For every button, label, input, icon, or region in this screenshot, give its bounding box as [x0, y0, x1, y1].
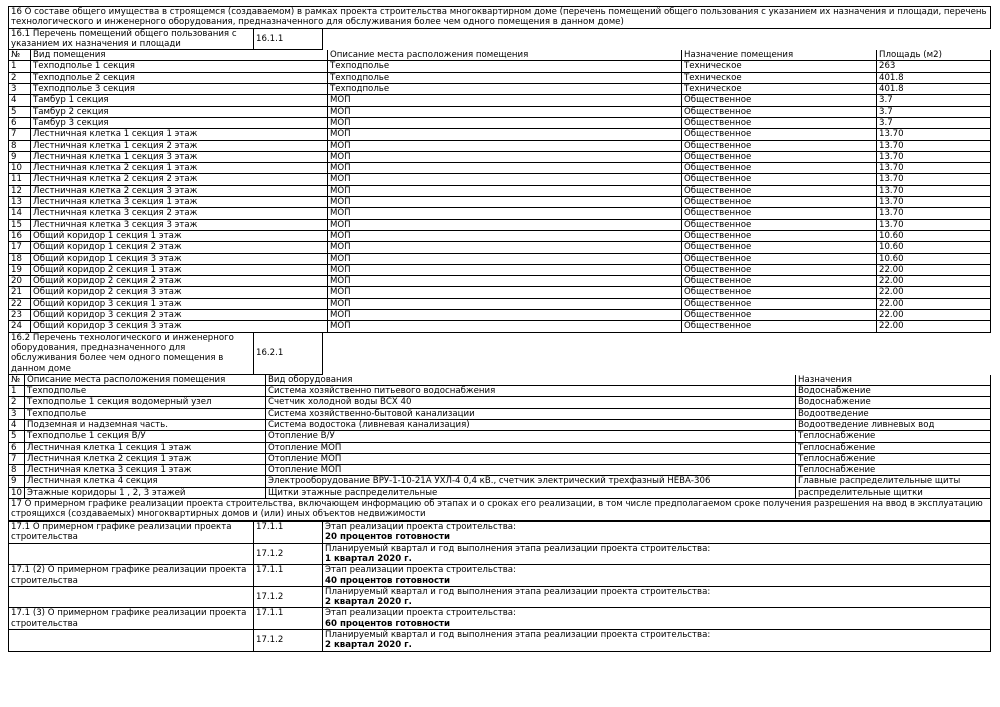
- premises-cell-area: 13.70: [877, 219, 991, 230]
- equipment-table-header: [9, 375, 991, 386]
- premises-cell-purpose: Общественное: [682, 208, 877, 219]
- premises-cell-area: 10.60: [877, 242, 991, 253]
- premises-header-num: №: [9, 50, 31, 61]
- equipment-cell-location: Лестничная клетка 3 секция 1 этаж: [25, 465, 266, 476]
- premises-cell-location: МОП: [328, 219, 682, 230]
- premises-row: [9, 140, 991, 151]
- equipment-row: [9, 408, 991, 419]
- schedule-stage-row: [9, 522, 991, 544]
- premises-cell-num: 21: [9, 287, 31, 298]
- premises-cell-type: Общий коридор 2 секция 3 этаж: [31, 287, 328, 298]
- section-16-2-label: 16.2 Перечень технологического и инженерного оборудования, предназначенного для обслуживания более чем одного помещения в данном доме: [9, 333, 254, 375]
- schedule-period-code: 17.1.2: [254, 543, 323, 565]
- schedule-table: [8, 521, 991, 652]
- premises-cell-purpose: Общественное: [682, 129, 877, 140]
- equipment-cell-num: 2: [9, 397, 25, 408]
- premises-cell-location: МОП: [328, 185, 682, 196]
- equipment-cell-location: Лестничная клетка 4 секция: [25, 476, 266, 487]
- premises-cell-type: Общий коридор 2 секция 1 этаж: [31, 264, 328, 275]
- premises-cell-num: 1: [9, 61, 31, 72]
- premises-cell-location: МОП: [328, 197, 682, 208]
- premises-cell-area: 13.70: [877, 197, 991, 208]
- premises-cell-num: 9: [9, 151, 31, 162]
- premises-header-purpose: Назначение помещения: [682, 50, 877, 61]
- equipment-cell-purpose: Водоотведение: [796, 408, 991, 419]
- premises-row: [9, 242, 991, 253]
- equipment-cell-location: Этажные коридоры 1 , 2, 3 этажей: [25, 487, 266, 498]
- schedule-period-empty: [9, 543, 254, 565]
- premises-cell-location: Техподполье: [328, 84, 682, 95]
- period-value: 2 квартал 2020 г.: [325, 597, 412, 608]
- equipment-cell-type: Система хозяйственно-бытовой канализации: [266, 408, 796, 419]
- premises-cell-location: МОП: [328, 208, 682, 219]
- schedule-period-empty: [9, 586, 254, 608]
- premises-cell-purpose: Общественное: [682, 310, 877, 321]
- premises-row: [9, 151, 991, 162]
- premises-cell-area: 22.00: [877, 264, 991, 275]
- equipment-cell-location: Техподполье: [25, 386, 266, 397]
- premises-cell-purpose: Общественное: [682, 253, 877, 264]
- section-16-1-label-table: [8, 29, 991, 51]
- section-16-2-code: 16.2.1: [254, 333, 323, 375]
- premises-cell-type: Лестничная клетка 3 секция 1 этаж: [31, 197, 328, 208]
- equipment-cell-type: Счетчик холодной воды ВСХ 40: [266, 397, 796, 408]
- premises-cell-type: Лестничная клетка 2 секция 1 этаж: [31, 163, 328, 174]
- premises-cell-location: МОП: [328, 117, 682, 128]
- premises-cell-purpose: Общественное: [682, 140, 877, 151]
- premises-cell-location: МОП: [328, 298, 682, 309]
- equipment-cell-type: Отопление МОП: [266, 442, 796, 453]
- premises-row: [9, 129, 991, 140]
- premises-cell-type: Тамбур 3 секция: [31, 117, 328, 128]
- premises-cell-purpose: Общественное: [682, 151, 877, 162]
- equipment-cell-purpose: Водоснабжение: [796, 397, 991, 408]
- premises-cell-num: 22: [9, 298, 31, 309]
- section-16-1-label: 16.1 Перечень помещений общего пользования с указанием их назначения и площади: [9, 29, 254, 50]
- equipment-cell-type: Отопление МОП: [266, 453, 796, 464]
- premises-cell-num: 23: [9, 310, 31, 321]
- section-16-2-label-table: [8, 333, 991, 375]
- premises-cell-location: МОП: [328, 174, 682, 185]
- schedule-period-code: 17.1.2: [254, 586, 323, 608]
- premises-cell-purpose: Общественное: [682, 242, 877, 253]
- premises-table: [8, 50, 991, 332]
- premises-cell-area: 13.70: [877, 151, 991, 162]
- premises-cell-num: 18: [9, 253, 31, 264]
- equipment-cell-type: Электрооборудование ВРУ-1-10-21А УХЛ-4 0,4 кВ., счетчик электрический трехфазный НЕВА-306: [266, 476, 796, 487]
- premises-header-location: Описание места расположения помещения: [328, 50, 682, 61]
- equipment-cell-num: 3: [9, 408, 25, 419]
- premises-cell-num: 3: [9, 84, 31, 95]
- premises-cell-purpose: Общественное: [682, 321, 877, 332]
- premises-row: [9, 219, 991, 230]
- premises-row: [9, 298, 991, 309]
- schedule-period-row: [9, 630, 991, 652]
- premises-cell-purpose: Техническое: [682, 61, 877, 72]
- equipment-cell-num: 8: [9, 465, 25, 476]
- premises-cell-location: МОП: [328, 140, 682, 151]
- premises-cell-location: МОП: [328, 230, 682, 241]
- period-value: 1 квартал 2020 г.: [325, 553, 412, 564]
- equipment-table: [8, 375, 991, 499]
- premises-cell-type: Техподполье 3 секция: [31, 84, 328, 95]
- premises-row: [9, 264, 991, 275]
- premises-cell-purpose: Общественное: [682, 163, 877, 174]
- equipment-cell-purpose: Теплоснабжение: [796, 442, 991, 453]
- premises-cell-num: 6: [9, 117, 31, 128]
- equipment-cell-purpose: Водоснабжение: [796, 386, 991, 397]
- premises-cell-location: МОП: [328, 253, 682, 264]
- premises-cell-location: МОП: [328, 276, 682, 287]
- equipment-cell-location: Лестничная клетка 1 секция 1 этаж: [25, 442, 266, 453]
- premises-cell-num: 2: [9, 72, 31, 83]
- premises-cell-location: МОП: [328, 264, 682, 275]
- premises-cell-num: 17: [9, 242, 31, 253]
- premises-cell-type: Тамбур 1 секция: [31, 95, 328, 106]
- section-16-1-spacer: [323, 29, 992, 50]
- premises-cell-num: 10: [9, 163, 31, 174]
- premises-row: [9, 310, 991, 321]
- schedule-period-row: [9, 586, 991, 608]
- schedule-stage-code: 17.1.1: [254, 522, 323, 544]
- premises-cell-num: 12: [9, 185, 31, 196]
- premises-row: [9, 163, 991, 174]
- stage-value: 40 процентов готовности: [325, 575, 451, 586]
- premises-row: [9, 253, 991, 264]
- stage-title: Этап реализации проекта строительства:: [325, 565, 516, 576]
- equipment-row: [9, 442, 991, 453]
- premises-cell-area: 22.00: [877, 310, 991, 321]
- equipment-cell-location: Лестничная клетка 2 секция 1 этаж: [25, 453, 266, 464]
- premises-cell-location: МОП: [328, 242, 682, 253]
- stage-value: 60 процентов готовности: [325, 618, 451, 629]
- equipment-row: [9, 453, 991, 464]
- premises-cell-area: 13.70: [877, 208, 991, 219]
- premises-row: [9, 84, 991, 95]
- premises-cell-location: МОП: [328, 151, 682, 162]
- premises-cell-purpose: Общественное: [682, 230, 877, 241]
- schedule-period-value-cell: [323, 630, 991, 652]
- premises-cell-purpose: Общественное: [682, 95, 877, 106]
- premises-cell-purpose: Общественное: [682, 287, 877, 298]
- premises-cell-type: Техподполье 1 секция: [31, 61, 328, 72]
- premises-row: [9, 185, 991, 196]
- premises-row: [9, 321, 991, 332]
- premises-cell-location: МОП: [328, 310, 682, 321]
- premises-row: [9, 197, 991, 208]
- period-title: Планируемый квартал и год выполнения этапа реализации проекта строительства:: [325, 543, 711, 554]
- premises-cell-area: 401.8: [877, 72, 991, 83]
- premises-cell-purpose: Общественное: [682, 117, 877, 128]
- equipment-row: [9, 487, 991, 498]
- premises-cell-type: Лестничная клетка 1 секция 3 этаж: [31, 151, 328, 162]
- premises-cell-area: 3.7: [877, 95, 991, 106]
- premises-cell-area: 13.70: [877, 174, 991, 185]
- premises-cell-num: 24: [9, 321, 31, 332]
- schedule-period-code: 17.1.2: [254, 630, 323, 652]
- premises-cell-purpose: Техническое: [682, 72, 877, 83]
- premises-cell-area: 401.8: [877, 84, 991, 95]
- premises-cell-num: 19: [9, 264, 31, 275]
- premises-cell-purpose: Общественное: [682, 106, 877, 117]
- equipment-cell-type: Система водостока (ливневая канализация): [266, 419, 796, 430]
- premises-cell-num: 8: [9, 140, 31, 151]
- premises-cell-type: Тамбур 2 секция: [31, 106, 328, 117]
- premises-cell-num: 16: [9, 230, 31, 241]
- premises-cell-location: МОП: [328, 95, 682, 106]
- equipment-header-num: №: [9, 375, 25, 386]
- premises-cell-num: 4: [9, 95, 31, 106]
- schedule-stage-label: 17.1 (3) О примерном графике реализации проекта строительства: [9, 608, 254, 630]
- premises-cell-purpose: Общественное: [682, 197, 877, 208]
- premises-cell-area: 22.00: [877, 298, 991, 309]
- premises-cell-area: 22.00: [877, 287, 991, 298]
- premises-row: [9, 106, 991, 117]
- premises-cell-type: Общий коридор 3 секция 3 этаж: [31, 321, 328, 332]
- premises-row: [9, 287, 991, 298]
- equipment-cell-num: 9: [9, 476, 25, 487]
- equipment-cell-num: 10: [9, 487, 25, 498]
- schedule-period-empty: [9, 630, 254, 652]
- premises-cell-location: МОП: [328, 321, 682, 332]
- premises-cell-purpose: Общественное: [682, 185, 877, 196]
- premises-cell-num: 11: [9, 174, 31, 185]
- premises-cell-area: 22.00: [877, 321, 991, 332]
- section-16-heading: 16 О составе общего имущества в строящемся (создаваемом) в рамках проекта строительства многоквартирном доме (перечень помещений общего пользования с указанием их назначения и площади, перечень технологического и инженерного оборудования, предназначенного для обслуживания более чем одного помещения в данном доме): [9, 7, 991, 29]
- premises-cell-location: МОП: [328, 106, 682, 117]
- premises-cell-type: Лестничная клетка 2 секция 2 этаж: [31, 174, 328, 185]
- period-title: Планируемый квартал и год выполнения этапа реализации проекта строительства:: [325, 630, 711, 641]
- premises-row: [9, 276, 991, 287]
- premises-cell-area: 10.60: [877, 253, 991, 264]
- equipment-cell-purpose: Водоотведение ливневых вод: [796, 419, 991, 430]
- equipment-row: [9, 386, 991, 397]
- premises-cell-purpose: Общественное: [682, 264, 877, 275]
- premises-cell-type: Техподполье 2 секция: [31, 72, 328, 83]
- schedule-stage-value-cell: [323, 565, 991, 587]
- equipment-cell-location: Подземная и надземная часть.: [25, 419, 266, 430]
- document-page: [8, 6, 991, 652]
- premises-row: [9, 95, 991, 106]
- equipment-cell-purpose: распределительные щитки: [796, 487, 991, 498]
- premises-cell-type: Общий коридор 1 секция 1 этаж: [31, 230, 328, 241]
- premises-cell-purpose: Общественное: [682, 219, 877, 230]
- premises-table-header: [9, 50, 991, 61]
- section-16-1-code: 16.1.1: [254, 29, 323, 50]
- premises-cell-area: 263: [877, 61, 991, 72]
- premises-cell-purpose: Техническое: [682, 84, 877, 95]
- premises-cell-type: Общий коридор 1 секция 2 этаж: [31, 242, 328, 253]
- premises-cell-area: 3.7: [877, 106, 991, 117]
- equipment-cell-type: Щитки этажные распределительные: [266, 487, 796, 498]
- equipment-cell-num: 4: [9, 419, 25, 430]
- premises-row: [9, 117, 991, 128]
- equipment-cell-num: 5: [9, 431, 25, 442]
- premises-cell-area: 13.70: [877, 140, 991, 151]
- equipment-cell-purpose: Теплоснабжение: [796, 453, 991, 464]
- stage-value: 20 процентов готовности: [325, 532, 451, 543]
- section-16-heading-table: [8, 6, 991, 29]
- premises-cell-num: 20: [9, 276, 31, 287]
- schedule-stage-code: 17.1.1: [254, 608, 323, 630]
- schedule-period-value-cell: [323, 586, 991, 608]
- premises-cell-type: Лестничная клетка 3 секция 3 этаж: [31, 219, 328, 230]
- schedule-period-value-cell: [323, 543, 991, 565]
- premises-cell-area: 13.70: [877, 185, 991, 196]
- schedule-stage-label: 17.1 (2) О примерном графике реализации проекта строительства: [9, 565, 254, 587]
- equipment-cell-type: Отопление В/У: [266, 431, 796, 442]
- equipment-row: [9, 476, 991, 487]
- premises-row: [9, 174, 991, 185]
- premises-cell-purpose: Общественное: [682, 298, 877, 309]
- premises-header-area: Площадь (м2): [877, 50, 991, 61]
- premises-cell-purpose: Общественное: [682, 174, 877, 185]
- equipment-cell-type: Отопление МОП: [266, 465, 796, 476]
- equipment-header-type: Вид оборудования: [266, 375, 796, 386]
- premises-cell-location: МОП: [328, 129, 682, 140]
- premises-cell-type: Лестничная клетка 2 секция 3 этаж: [31, 185, 328, 196]
- schedule-period-row: [9, 543, 991, 565]
- premises-cell-type: Общий коридор 1 секция 3 этаж: [31, 253, 328, 264]
- equipment-cell-location: Техподполье 1 секция водомерный узел: [25, 397, 266, 408]
- premises-cell-location: Техподполье: [328, 72, 682, 83]
- equipment-cell-purpose: Теплоснабжение: [796, 431, 991, 442]
- premises-cell-area: 22.00: [877, 276, 991, 287]
- premises-cell-type: Лестничная клетка 3 секция 2 этаж: [31, 208, 328, 219]
- premises-cell-location: МОП: [328, 287, 682, 298]
- schedule-stage-value-cell: [323, 522, 991, 544]
- premises-row: [9, 61, 991, 72]
- premises-cell-type: Общий коридор 3 секция 1 этаж: [31, 298, 328, 309]
- premises-row: [9, 72, 991, 83]
- premises-cell-type: Общий коридор 2 секция 2 этаж: [31, 276, 328, 287]
- premises-cell-type: Лестничная клетка 1 секция 2 этаж: [31, 140, 328, 151]
- premises-cell-purpose: Общественное: [682, 276, 877, 287]
- schedule-stage-row: [9, 565, 991, 587]
- premises-cell-area: 10.60: [877, 230, 991, 241]
- premises-cell-area: 13.70: [877, 163, 991, 174]
- period-title: Планируемый квартал и год выполнения этапа реализации проекта строительства:: [325, 586, 711, 597]
- equipment-header-location: Описание места расположения помещения: [25, 375, 266, 386]
- equipment-cell-purpose: Главные распределительные щиты: [796, 476, 991, 487]
- equipment-cell-location: Техподполье 1 секция В/У: [25, 431, 266, 442]
- equipment-cell-purpose: Теплоснабжение: [796, 465, 991, 476]
- equipment-header-purpose: Назначения: [796, 375, 991, 386]
- premises-cell-num: 7: [9, 129, 31, 140]
- premises-row: [9, 208, 991, 219]
- premises-cell-num: 13: [9, 197, 31, 208]
- premises-cell-num: 15: [9, 219, 31, 230]
- schedule-stage-row: [9, 608, 991, 630]
- equipment-cell-num: 7: [9, 453, 25, 464]
- premises-cell-location: МОП: [328, 163, 682, 174]
- section-17-heading-table: [8, 499, 991, 521]
- stage-title: Этап реализации проекта строительства:: [325, 608, 516, 619]
- premises-cell-num: 14: [9, 208, 31, 219]
- equipment-cell-location: Техподполье: [25, 408, 266, 419]
- section-17-heading: 17 О примерном графике реализации проекта строительства, включающем информацию об этапах и о сроках его реализации, в том числе предполагаемом сроке получения разрешения на ввод в эксплуатацию строящихся (создаваемых) многоквартирных домов и (или) иных объектов недвижимости: [9, 499, 991, 521]
- equipment-row: [9, 419, 991, 430]
- schedule-stage-label: 17.1 О примерном графике реализации проекта строительства: [9, 522, 254, 544]
- equipment-cell-num: 6: [9, 442, 25, 453]
- premises-cell-type: Общий коридор 3 секция 2 этаж: [31, 310, 328, 321]
- premises-cell-type: Лестничная клетка 1 секция 1 этаж: [31, 129, 328, 140]
- premises-cell-location: Техподполье: [328, 61, 682, 72]
- premises-row: [9, 230, 991, 241]
- premises-header-type: Вид помещения: [31, 50, 328, 61]
- schedule-stage-value-cell: [323, 608, 991, 630]
- premises-cell-area: 3.7: [877, 117, 991, 128]
- equipment-row: [9, 397, 991, 408]
- equipment-row: [9, 465, 991, 476]
- equipment-row: [9, 431, 991, 442]
- stage-title: Этап реализации проекта строительства:: [325, 522, 516, 533]
- equipment-cell-num: 1: [9, 386, 25, 397]
- premises-cell-num: 5: [9, 106, 31, 117]
- premises-cell-area: 13.70: [877, 129, 991, 140]
- equipment-cell-type: Система хозяйственно питьевого водоснабжения: [266, 386, 796, 397]
- schedule-stage-code: 17.1.1: [254, 565, 323, 587]
- section-16-2-spacer: [323, 333, 992, 375]
- period-value: 2 квартал 2020 г.: [325, 640, 412, 651]
